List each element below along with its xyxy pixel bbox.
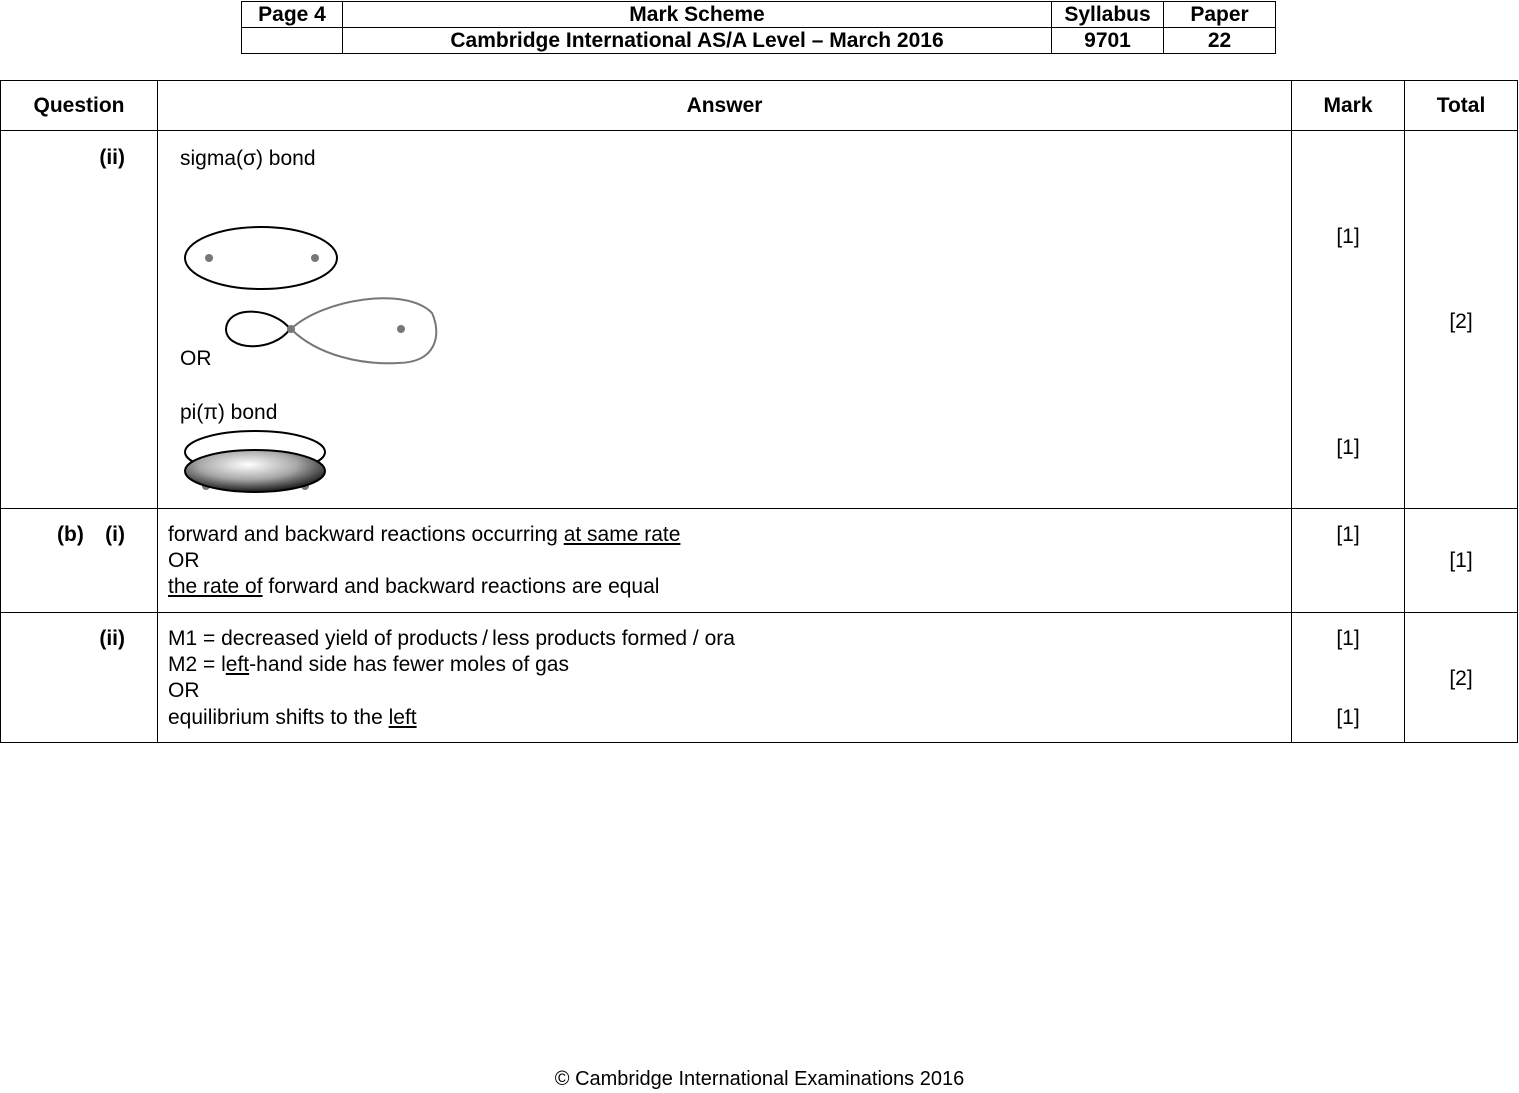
total-value: [2]: [1449, 310, 1473, 333]
mark-scheme-table: [0, 80, 1518, 743]
empty-cell: [242, 28, 343, 54]
answer-text: -hand side has fewer moles of gas: [249, 653, 569, 676]
syllabus-code: 9701: [1052, 28, 1164, 54]
copyright-footer: © Cambridge International Examinations 2016: [554, 1068, 965, 1090]
question-part: (b): [57, 523, 84, 546]
mark-value: [1]: [1336, 706, 1360, 729]
small-lobe: [226, 312, 290, 347]
answer-cell: [158, 131, 1292, 509]
total-cell: [1405, 131, 1518, 509]
mark-value: [1]: [1336, 627, 1360, 650]
underlined-key-phrase: eft: [225, 653, 250, 676]
nucleus-dot: [287, 325, 295, 333]
answer-column-header: Answer: [158, 81, 1292, 131]
or-label: OR: [180, 347, 212, 370]
answer-cell: [158, 509, 1292, 613]
underlined-key-phrase: left: [388, 706, 417, 729]
question-number: (i): [105, 523, 125, 546]
column-header-row: [1, 81, 1518, 131]
nucleus-dot: [397, 325, 405, 333]
underlined-key-phrase: the rate of: [168, 575, 263, 598]
answer-text: equilibrium shifts to the: [168, 706, 389, 729]
sigma-bond-diagram: [158, 131, 618, 507]
answer-line: [168, 575, 659, 599]
or-label: OR: [168, 679, 200, 702]
document-title: Mark Scheme: [343, 2, 1052, 28]
mark-cell: [1292, 131, 1405, 509]
pi-upper-lobe: [185, 431, 325, 473]
sigma-bond-label: sigma(σ) bond: [180, 147, 316, 170]
table-row: [1, 131, 1518, 509]
mark-cell: [1292, 509, 1405, 613]
syllabus-label: Syllabus: [1052, 2, 1164, 28]
answer-text: M2 = l: [168, 653, 226, 676]
answer-text: forward and backward reactions are equal: [262, 575, 660, 598]
nucleus-dot: [301, 482, 309, 490]
answer-text: forward and backward reactions occurring: [168, 523, 564, 546]
exam-name: Cambridge International AS/A Level – March 2016: [343, 28, 1052, 54]
total-value: [1]: [1449, 549, 1473, 572]
paper-number: 22: [1164, 28, 1276, 54]
mark-value: [1]: [1336, 436, 1360, 459]
question-cell: [1, 509, 158, 613]
question-cell: [1, 131, 158, 509]
table-row: [1, 509, 1518, 613]
question-number: (ii): [99, 146, 125, 169]
paper-label: Paper: [1164, 2, 1276, 28]
mark-column-header: Mark: [1292, 81, 1405, 131]
answer-line: M1 = decreased yield of products / less products formed / ora: [168, 627, 735, 650]
underlined-key-phrase: at same rate: [563, 523, 681, 546]
page-label: Page 4: [242, 2, 343, 28]
or-label: OR: [168, 549, 200, 572]
pi-bond-label: pi(π) bond: [180, 401, 278, 424]
total-value: [2]: [1449, 667, 1473, 690]
answer-line: [168, 706, 417, 730]
total-column-header: Total: [1405, 81, 1518, 131]
nucleus-dot: [205, 254, 213, 262]
mark-value: [1]: [1336, 225, 1360, 248]
question-number: (ii): [99, 627, 125, 650]
total-cell: [1405, 613, 1518, 743]
mark-cell: [1292, 613, 1405, 743]
total-cell: [1405, 509, 1518, 613]
answer-cell: [158, 613, 1292, 743]
large-lobe: [291, 298, 436, 363]
nucleus-dot: [202, 482, 210, 490]
header-table: [241, 1, 1276, 54]
table-row: [1, 613, 1518, 743]
nucleus-dot: [311, 254, 319, 262]
mark-value: [1]: [1336, 523, 1360, 546]
answer-line: [168, 523, 680, 547]
question-cell: [1, 613, 158, 743]
answer-line: [168, 653, 569, 677]
question-column-header: Question: [1, 81, 158, 131]
